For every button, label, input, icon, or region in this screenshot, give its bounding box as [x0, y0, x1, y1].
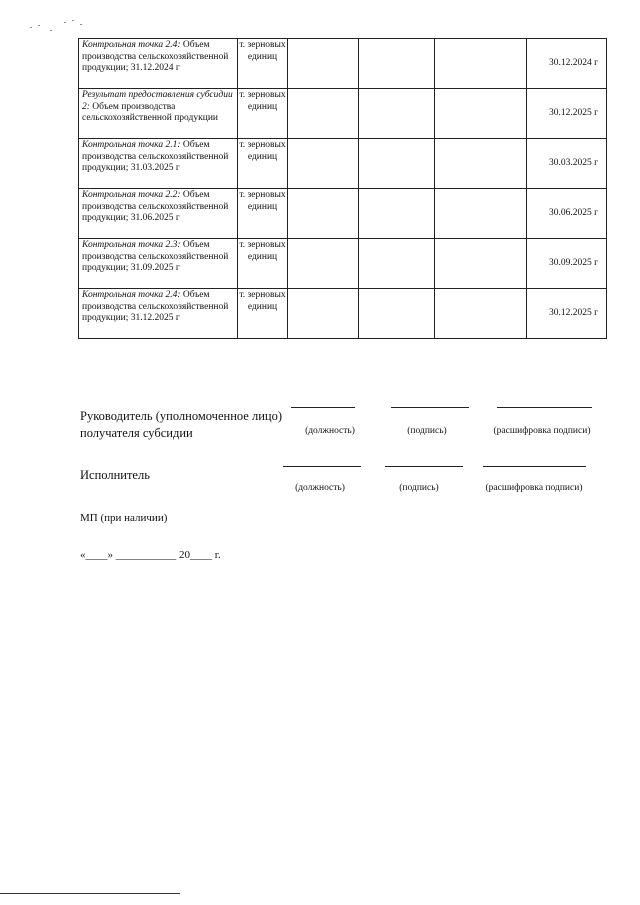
executor-position-field[interactable]: [283, 466, 361, 467]
deadline-cell: 30.12.2024 г: [527, 39, 607, 89]
executor-decoding-caption: (расшифровка подписи): [485, 483, 583, 493]
indicator-description: Объем производства сельскохозяйственной продукции; 31.09.2025 г: [82, 240, 229, 274]
table-row: [79, 189, 607, 239]
indicator-cell: [79, 39, 238, 89]
indicator-cell: [79, 89, 238, 139]
deadline-cell: 30.12.2025 г: [527, 289, 607, 339]
empty-value-cell[interactable]: [435, 39, 527, 89]
empty-value-cell[interactable]: [288, 189, 359, 239]
indicator-title: Контрольная точка 2.4:: [82, 40, 181, 50]
empty-value-cell[interactable]: [435, 239, 527, 289]
head-decoding-field[interactable]: [497, 407, 592, 408]
table-row: [79, 289, 607, 339]
empty-value-cell[interactable]: [359, 289, 435, 339]
executor-signature-caption: (подпись): [399, 483, 439, 493]
executor-label: Исполнитель: [80, 468, 150, 482]
indicator-cell: [79, 189, 238, 239]
empty-value-cell[interactable]: [288, 239, 359, 289]
indicator-title: Контрольная точка 2.1:: [82, 140, 181, 150]
table-row: [79, 89, 607, 139]
table-row: [79, 39, 607, 89]
executor-position-caption: (должность): [295, 483, 345, 493]
indicator-title: Контрольная точка 2.2:: [82, 190, 181, 200]
head-signature-field[interactable]: [391, 407, 469, 408]
indicator-description: Объем производства сельскохозяйственной продукции; 31.06.2025 г: [82, 190, 229, 224]
indicator-title: Контрольная точка 2.4:: [82, 290, 181, 300]
unit-cell: т. зерновых единиц: [238, 39, 288, 89]
results-table: [78, 38, 607, 339]
empty-value-cell[interactable]: [359, 139, 435, 189]
deadline-cell: 30.09.2025 г: [527, 239, 607, 289]
table-row: [79, 139, 607, 189]
unit-cell: т. зерновых единиц: [238, 189, 288, 239]
stamp-note: МП (при наличии): [80, 512, 168, 524]
head-decoding-caption: (расшифровка подписи): [493, 426, 591, 436]
table-row: [79, 239, 607, 289]
empty-value-cell[interactable]: [288, 39, 359, 89]
indicator-cell: [79, 239, 238, 289]
head-position-caption: (должность): [305, 426, 355, 436]
head-position-field[interactable]: [291, 407, 355, 408]
deadline-cell: 30.03.2025 г: [527, 139, 607, 189]
indicator-description: Объем производства сельскохозяйственной продукции; 31.12.2025 г: [82, 290, 229, 324]
footnote-separator: [0, 893, 180, 894]
empty-value-cell[interactable]: [359, 89, 435, 139]
empty-value-cell[interactable]: [288, 89, 359, 139]
unit-cell: т. зерновых единиц: [238, 139, 288, 189]
indicator-description: Объем производства сельскохозяйственной продукции; 31.03.2025 г: [82, 140, 229, 174]
date-line[interactable]: «____» ___________ 20____ г.: [80, 549, 221, 561]
empty-value-cell[interactable]: [435, 89, 527, 139]
empty-value-cell[interactable]: [359, 189, 435, 239]
scan-noise: [28, 16, 98, 36]
indicator-cell: [79, 139, 238, 189]
empty-value-cell[interactable]: [435, 189, 527, 239]
executor-decoding-field[interactable]: [483, 466, 586, 467]
head-label-line1: Руководитель (уполномоченное лицо): [80, 409, 283, 423]
indicator-title: Результат предоставления субсидии 2:: [82, 90, 233, 112]
empty-value-cell[interactable]: [359, 39, 435, 89]
indicator-cell: [79, 289, 238, 339]
unit-cell: т. зерновых единиц: [238, 89, 288, 139]
indicator-description: Объем производства сельскохозяйственной продукции: [82, 101, 218, 124]
unit-cell: т. зерновых единиц: [238, 239, 288, 289]
executor-signature-field[interactable]: [385, 466, 463, 467]
empty-value-cell[interactable]: [288, 139, 359, 189]
empty-value-cell[interactable]: [359, 239, 435, 289]
indicator-title: Контрольная точка 2.3:: [82, 240, 181, 250]
head-label-line2: получателя субсидии: [80, 426, 193, 440]
empty-value-cell[interactable]: [288, 289, 359, 339]
deadline-cell: 30.12.2025 г: [527, 89, 607, 139]
empty-value-cell[interactable]: [435, 289, 527, 339]
indicator-description: Объем производства сельскохозяйственной продукции; 31.12.2024 г: [82, 40, 229, 74]
deadline-cell: 30.06.2025 г: [527, 189, 607, 239]
unit-cell: т. зерновых единиц: [238, 289, 288, 339]
empty-value-cell[interactable]: [435, 139, 527, 189]
head-signature-caption: (подпись): [407, 426, 447, 436]
